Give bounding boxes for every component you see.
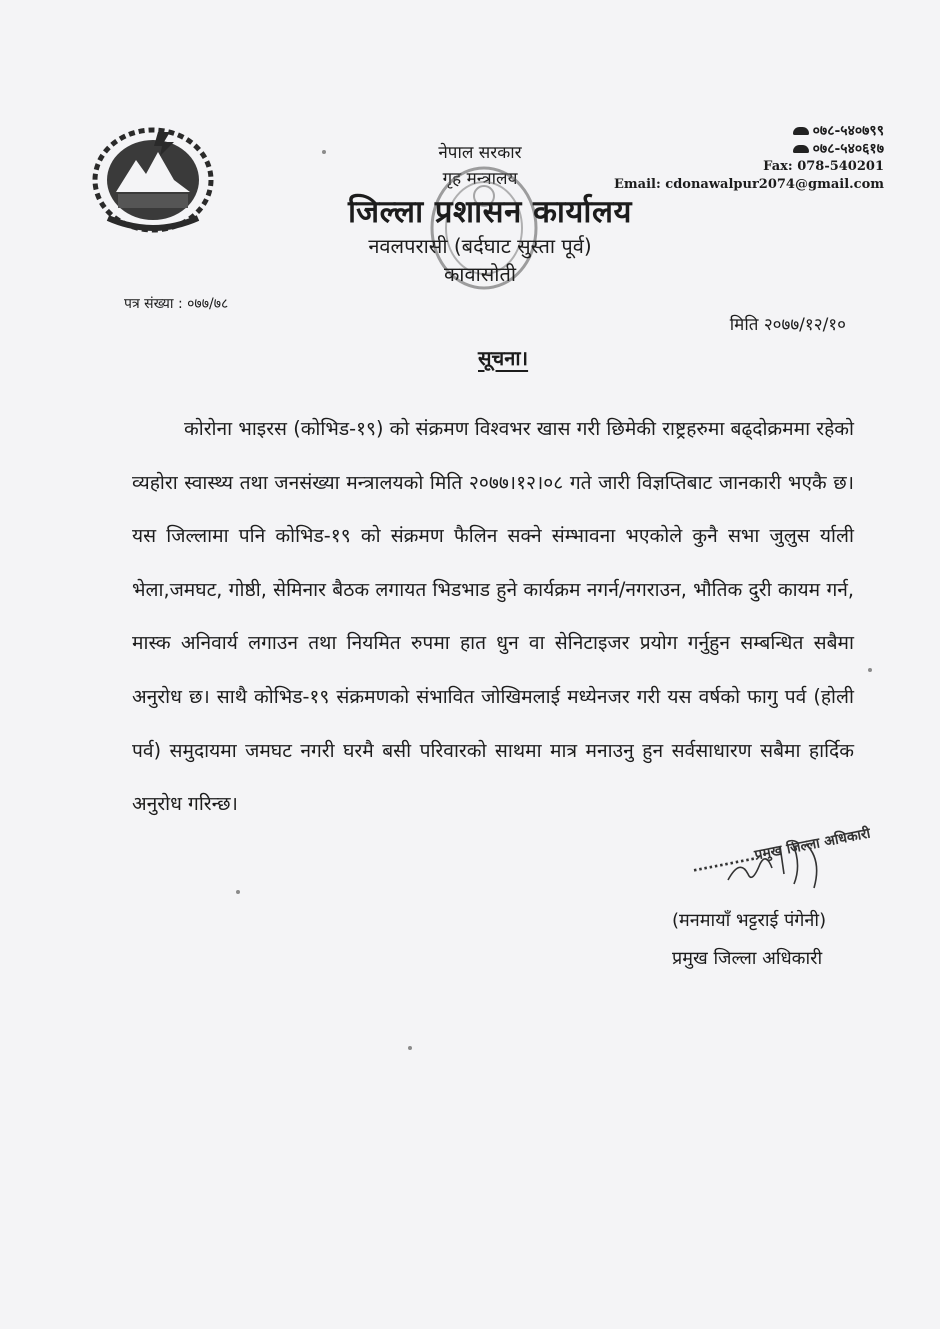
signatory-name: (मनमायाँ भट्टराई पंगेनी) <box>672 910 827 931</box>
fax-number: Fax: 078-540201 <box>763 159 884 174</box>
email-address: Email: cdonawalpur2074@gmail.com <box>614 177 884 192</box>
ministry-name: गृह मन्त्रालय <box>442 169 518 189</box>
government-name: नेपाल सरकार <box>438 143 522 163</box>
signatory-title: प्रमुख जिल्ला अधिकारी <box>672 948 823 969</box>
letter-reference-number: पत्र संख्या : ०७७/७८ <box>124 296 229 312</box>
paper-speck <box>322 150 326 154</box>
contact-block <box>564 122 884 194</box>
paper-speck <box>408 1046 412 1050</box>
paper-speck <box>868 668 872 672</box>
phone-icon <box>793 127 809 135</box>
paper-speck <box>236 890 240 894</box>
phone-line-2 <box>564 140 884 158</box>
phone-icon <box>793 145 809 153</box>
phone-line-1 <box>564 122 884 140</box>
signatory-stamp: ............प्रमुख जिल्ला अधिकारी <box>690 825 872 876</box>
town-name: कावासोती <box>443 262 517 286</box>
letter-date: मिति २०७७/१२/१० <box>729 315 846 335</box>
district-name: नवलपरासी (बर्दघाट सुस्ता पूर्व) <box>368 234 592 258</box>
phone-number-2: ०७८-५४०६१७ <box>812 141 884 157</box>
office-title: जिल्ला प्रशासन कार्यालय <box>348 194 632 230</box>
notice-title: सूचना। <box>478 346 529 370</box>
notice-body: कोरोना भाइरस (कोभिड-१९) को संक्रमण विश्वभर खास गरी छिमेकी राष्ट्रहरुमा बढ्दोक्रममा रहेको व्यहोरा स्वास्थ्य तथा जनसंख्या मन्त्रालयको मिति २०७७।१२।०८ गते जारी विज्ञप्तिबाट जानकारी भएकै छ। यस जिल्लामा पनि कोभिड-१९ को संक्रमण फैलिन सक्ने संम्भावना भएकोले कुनै सभा जुलुस र्याली भेला,जमघट, गोष्ठी, सेमिनार बैठक लगायत भिडभाड हुने कार्यक्रम नगर्न/नगराउन, भौतिक दुरी कायम गर्न, मास्क अनिवार्य लगाउन तथा नियमित रुपमा हात धुन वा सेनिटाइजर प्रयोग गर्नुहुन सम्बन्धित सबैमा अनुरोध छ। साथै कोभिड-१९ संक्रमणको संभावित जोखिमलाई मध्येनजर गरी यस वर्षको फागु पर्व (होली पर्व) समुदायमा जमघट नगरी घरमै बसी परिवारको साथमा मात्र मनाउनु हुन सर्वसाधारण सबैमा हार्दिक अनुरोध गरिन्छ। <box>132 417 854 816</box>
phone-number-1: ०७८-५४०७९९ <box>812 123 884 139</box>
nepal-emblem-logo <box>88 122 218 234</box>
